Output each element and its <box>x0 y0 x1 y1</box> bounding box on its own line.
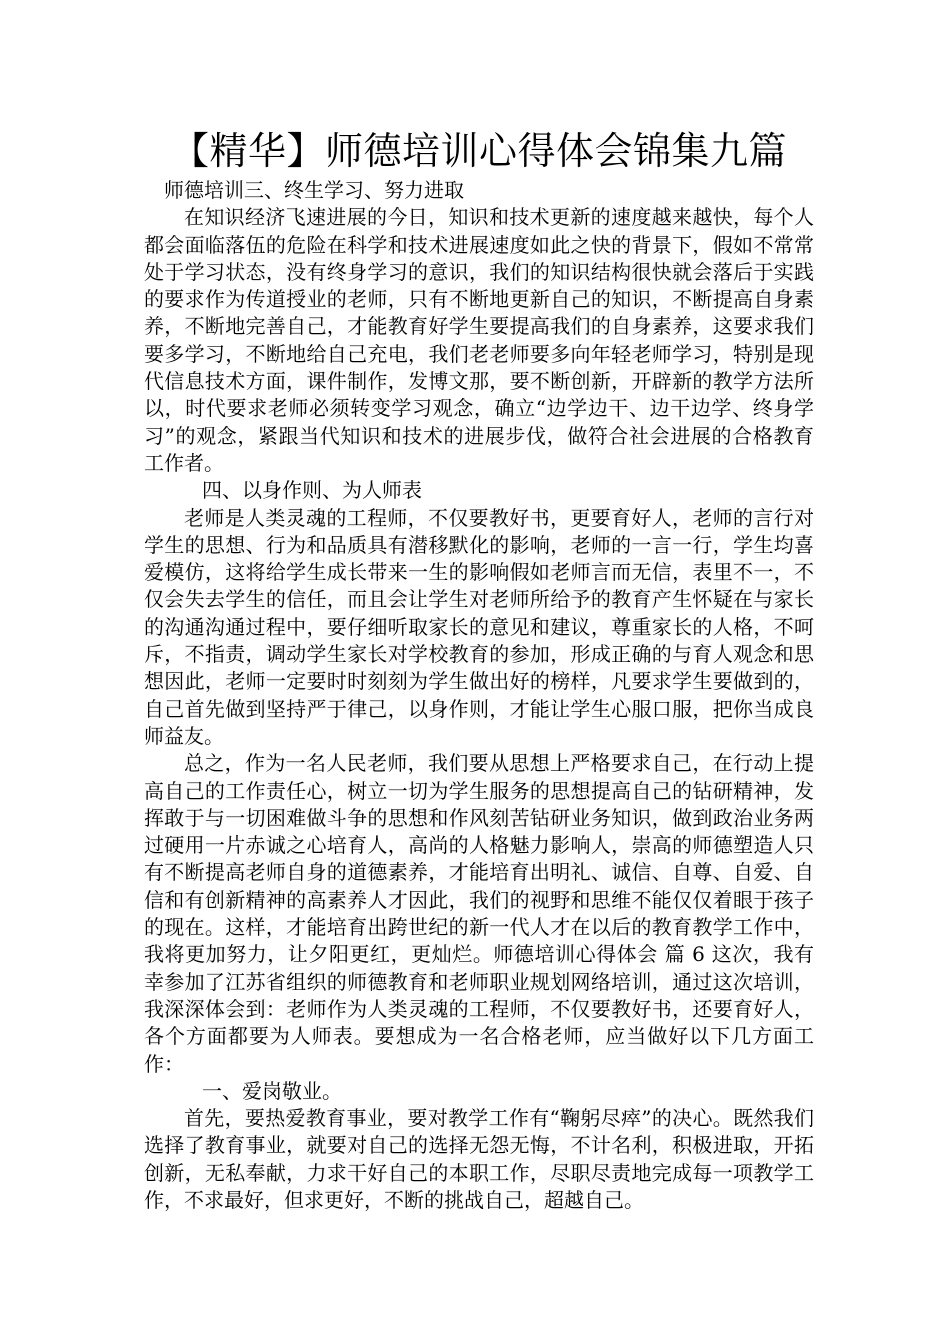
paragraph-role-model: 老师是人类灵魂的工程师，不仅要教好书，更要育好人，老师的言行对学生的思想、行为和品质具有潜移默化的影响，老师的一言一行，学生均喜爱模仿，这将给学生成长带来一生的影响假如老师言而无信，表里不一，不仅会失去学生的信任，而且会让学生对老师所给予的教育产生怀疑在与家长的沟通沟通过程中，要仔细听取家长的意见和建议，尊重家长的人格，不呵斥，不指责，调动学生家长对学校教育的参加，形成正确的与育人观念和思想因此，老师一定要时时刻刻为学生做出好的榜样，凡要求学生要做到的，自己首先做到坚持严于律己，以身作则，才能让学生心服口服，把你当成良师益友。 <box>144 505 814 748</box>
paragraph-lifelong-learning: 在知识经济飞速进展的今日，知识和技术更新的速度越来越快，每个人都会面临落伍的危险在科学和技术进展速度如此之快的背景下，假如不常常处于学习状态，没有终身学习的意识，我们的知识结构很快就会落后于实践的要求作为传道授业的老师，只有不断地更新自己的知识，不断提高自身素养，不断地完善自己，才能教育好学生要提高我们的自身素养，这要求我们要多学习，不断地给自己充电，我们老老师要多向年轻老师学习，特别是现代信息技术方面，课件制作，发博文那，要不断创新，开辟新的教学方法所以，时代要求老师必须转变学习观念，确立“边学边干、边干边学、终身学习”的观念，紧跟当代知识和技术的进展步伐，做符合社会进展的合格教育工作者。 <box>144 205 814 475</box>
section-heading-dedication: 一、爱岗敬业。 <box>202 1078 342 1103</box>
paragraph-summary: 总之，作为一名人民老师，我们要从思想上严格要求自己，在行动上提高自己的工作责任心，树立一切为学生服务的思想提高自己的钻研精神，发挥敢于与一切困难做斗争的思想和作风刻苦钻研业务知识，做到政治业务两过硬用一片赤诚之心培育人，高尚的人格魅力影响人，崇高的师德塑造人只有不断提高老师自身的道德素养，才能培育出明礼、诚信、自尊、自爱、自信和有创新精神的高素养人才因此，我们的视野和思维不能仅仅着眼于孩子的现在。这样，才能培育出跨世纪的新一代人才在以后的教育教学工作中，我将更加努力，让夕阳更红，更灿烂。师德培训心得体会 篇 6 这次，我有幸参加了江苏省组织的师德教育和老师职业规划网络培训，通过这次培训，我深深体会到：老师作为人类灵魂的工程师，不仅要教好书，还要育好人，各个方面都要为人师表。要想成为一名合格老师，应当做好以下几方面工作： <box>144 751 814 1076</box>
section-heading-lifelong-learning: 师德培训三、终生学习、努力进取 <box>164 178 464 202</box>
paragraph-dedication: 首先，要热爱教育事业，要对教学工作有“鞠躬尽瘁”的决心。既然我们选择了教育事业，就要对自己的选择无怨无悔，不计名利，积极进取，开拓创新，无私奉献，力求干好自己的本职工作，尽职尽责地完成每一项教学工作，不求最好，但求更好，不断的挑战自己，超越自己。 <box>144 1106 814 1212</box>
section-heading-role-model: 四、以身作则、为人师表 <box>202 478 422 503</box>
document-title: 【精华】师德培训心得体会锦集九篇 <box>170 129 787 173</box>
